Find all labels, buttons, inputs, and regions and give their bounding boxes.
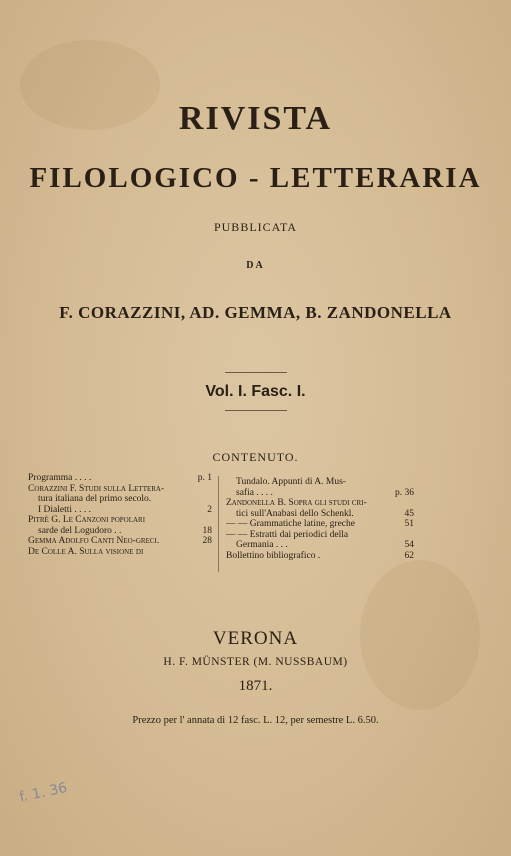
- contents-left-column: [28, 473, 212, 557]
- toc-entry: safia . . . . p. 36: [236, 487, 414, 498]
- published-label: PUBBLICATA: [213, 220, 298, 234]
- toc-entry: — — Estratti dai periodici della: [226, 529, 349, 540]
- imprint-city: VERONA: [212, 628, 299, 649]
- handwritten-note: f. 1. 36: [18, 779, 69, 806]
- divider-top: [225, 372, 287, 373]
- toc-entry: tura italiana del primo secolo.: [38, 494, 152, 504]
- by-label: DA: [246, 260, 265, 271]
- toc-entry: Pitrè G. Le Canzoni popolari: [28, 515, 146, 525]
- toc-entry: Bollettino bibliografico . 62: [226, 550, 414, 561]
- journal-title: RIVISTA: [178, 100, 333, 137]
- toc-entry: sarde del Logudoro . . 18: [38, 525, 212, 536]
- imprint-publisher: H. F. MÜNSTER (M. NUSSBAUM): [163, 656, 348, 668]
- toc-entry: De Colle A. Sulla visione di: [28, 546, 144, 557]
- contents-heading: CONTENUTO.: [212, 450, 299, 464]
- imprint-year: 1871.: [238, 678, 273, 694]
- contents-right-column: [226, 477, 414, 561]
- price-line: Prezzo per l' annata di 12 fasc. L. 12, per semestre L. 6.50.: [132, 715, 379, 726]
- toc-entry: Germania . . . 54: [236, 540, 414, 550]
- column-divider: [218, 476, 219, 572]
- toc-entry: tici sull'Anabasi dello Schenkl. 45: [236, 508, 414, 519]
- editors-line: F. CORAZZINI, AD. GEMMA, B. ZANDONELLA: [59, 303, 452, 322]
- divider-bottom: [225, 410, 287, 411]
- toc-entry: Zandonella B. Sopra gli studi cri-: [226, 498, 367, 508]
- toc-entry: — — Grammatiche latine, greche 51: [226, 519, 414, 529]
- journal-subtitle: FILOLOGICO - LETTERARIA: [29, 162, 482, 194]
- volume-label: Vol. I. Fasc. I.: [205, 383, 306, 400]
- toc-entry: Tundalo. Appunti di A. Mus-: [236, 477, 346, 487]
- toc-entry: Corazzini F. Studi sulla Lettera-: [28, 483, 165, 494]
- toc-entry: Gemma Adolfo Canti Neo-greci. 28: [28, 536, 212, 546]
- toc-entry: I Dialetti . . . . 2: [38, 504, 212, 515]
- toc-entry: Programma . . . . p. 1: [28, 473, 212, 483]
